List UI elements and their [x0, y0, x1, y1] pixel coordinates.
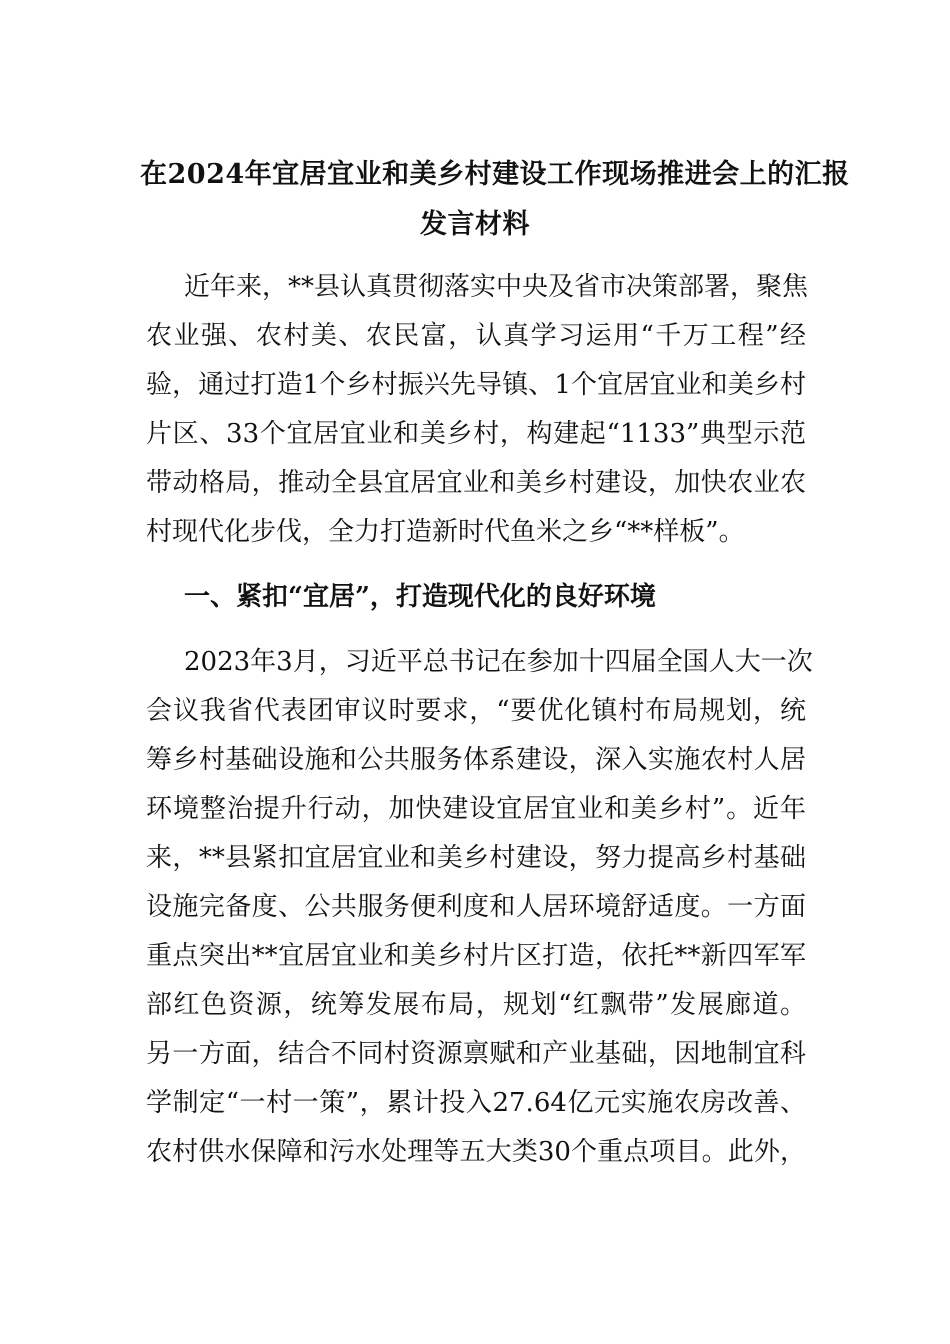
section-1-line-5: 来，**县紧扣宜居宜业和美乡村建设，努力提高乡村基础 — [146, 843, 806, 873]
section-1-line-4: 环境整治提升行动，加快建设宜居宜业和美乡村”。近年 — [146, 794, 806, 824]
section-1-heading: 一、紧扣“宜居”，打造现代化的良好环境 — [184, 582, 656, 612]
section-1-line-6: 设施完备度、公共服务便利度和人居环境舒适度。一方面 — [146, 892, 806, 922]
section-1-line-11: 农村供水保障和污水处理等五大类30个重点项目。此外， — [146, 1137, 806, 1167]
document-title-line-1: 在2024年宜居宜业和美乡村建设工作现场推进会上的汇报 — [140, 159, 850, 190]
intro-line-1: 近年来，**县认真贯彻落实中央及省市决策部署，聚焦 — [184, 272, 809, 302]
section-1-line-1: 2023年3月，习近平总书记在参加十四届全国人大一次 — [184, 647, 813, 677]
section-1-line-7: 重点突出**宜居宜业和美乡村片区打造，依托**新四军军 — [146, 941, 806, 971]
intro-line-3: 验，通过打造1个乡村振兴先导镇、1个宜居宜业和美乡村 — [146, 370, 806, 400]
document-title-line-2: 发言材料 — [420, 209, 530, 240]
section-1-line-8: 部红色资源，统筹发展布局，规划“红飘带”发展廊道。 — [146, 990, 806, 1020]
section-1-line-2: 会议我省代表团审议时要求，“要优化镇村布局规划，统 — [146, 696, 806, 726]
intro-line-2: 农业强、农村美、农民富，认真学习运用“千万工程”经 — [146, 321, 806, 351]
section-1-line-3: 筹乡村基础设施和公共服务体系建设，深入实施农村人居 — [146, 745, 806, 775]
intro-line-6: 村现代化步伐，全力打造新时代鱼米之乡“**样板”。 — [146, 517, 745, 547]
section-1-line-10: 学制定“一村一策”，累计投入27.64亿元实施农房改善、 — [146, 1088, 806, 1118]
intro-line-4: 片区、33个宜居宜业和美乡村，构建起“1133”典型示范 — [146, 419, 806, 449]
section-1-line-9: 另一方面，结合不同村资源禀赋和产业基础，因地制宜科 — [146, 1039, 806, 1069]
intro-line-5: 带动格局，推动全县宜居宜业和美乡村建设，加快农业农 — [146, 468, 806, 498]
